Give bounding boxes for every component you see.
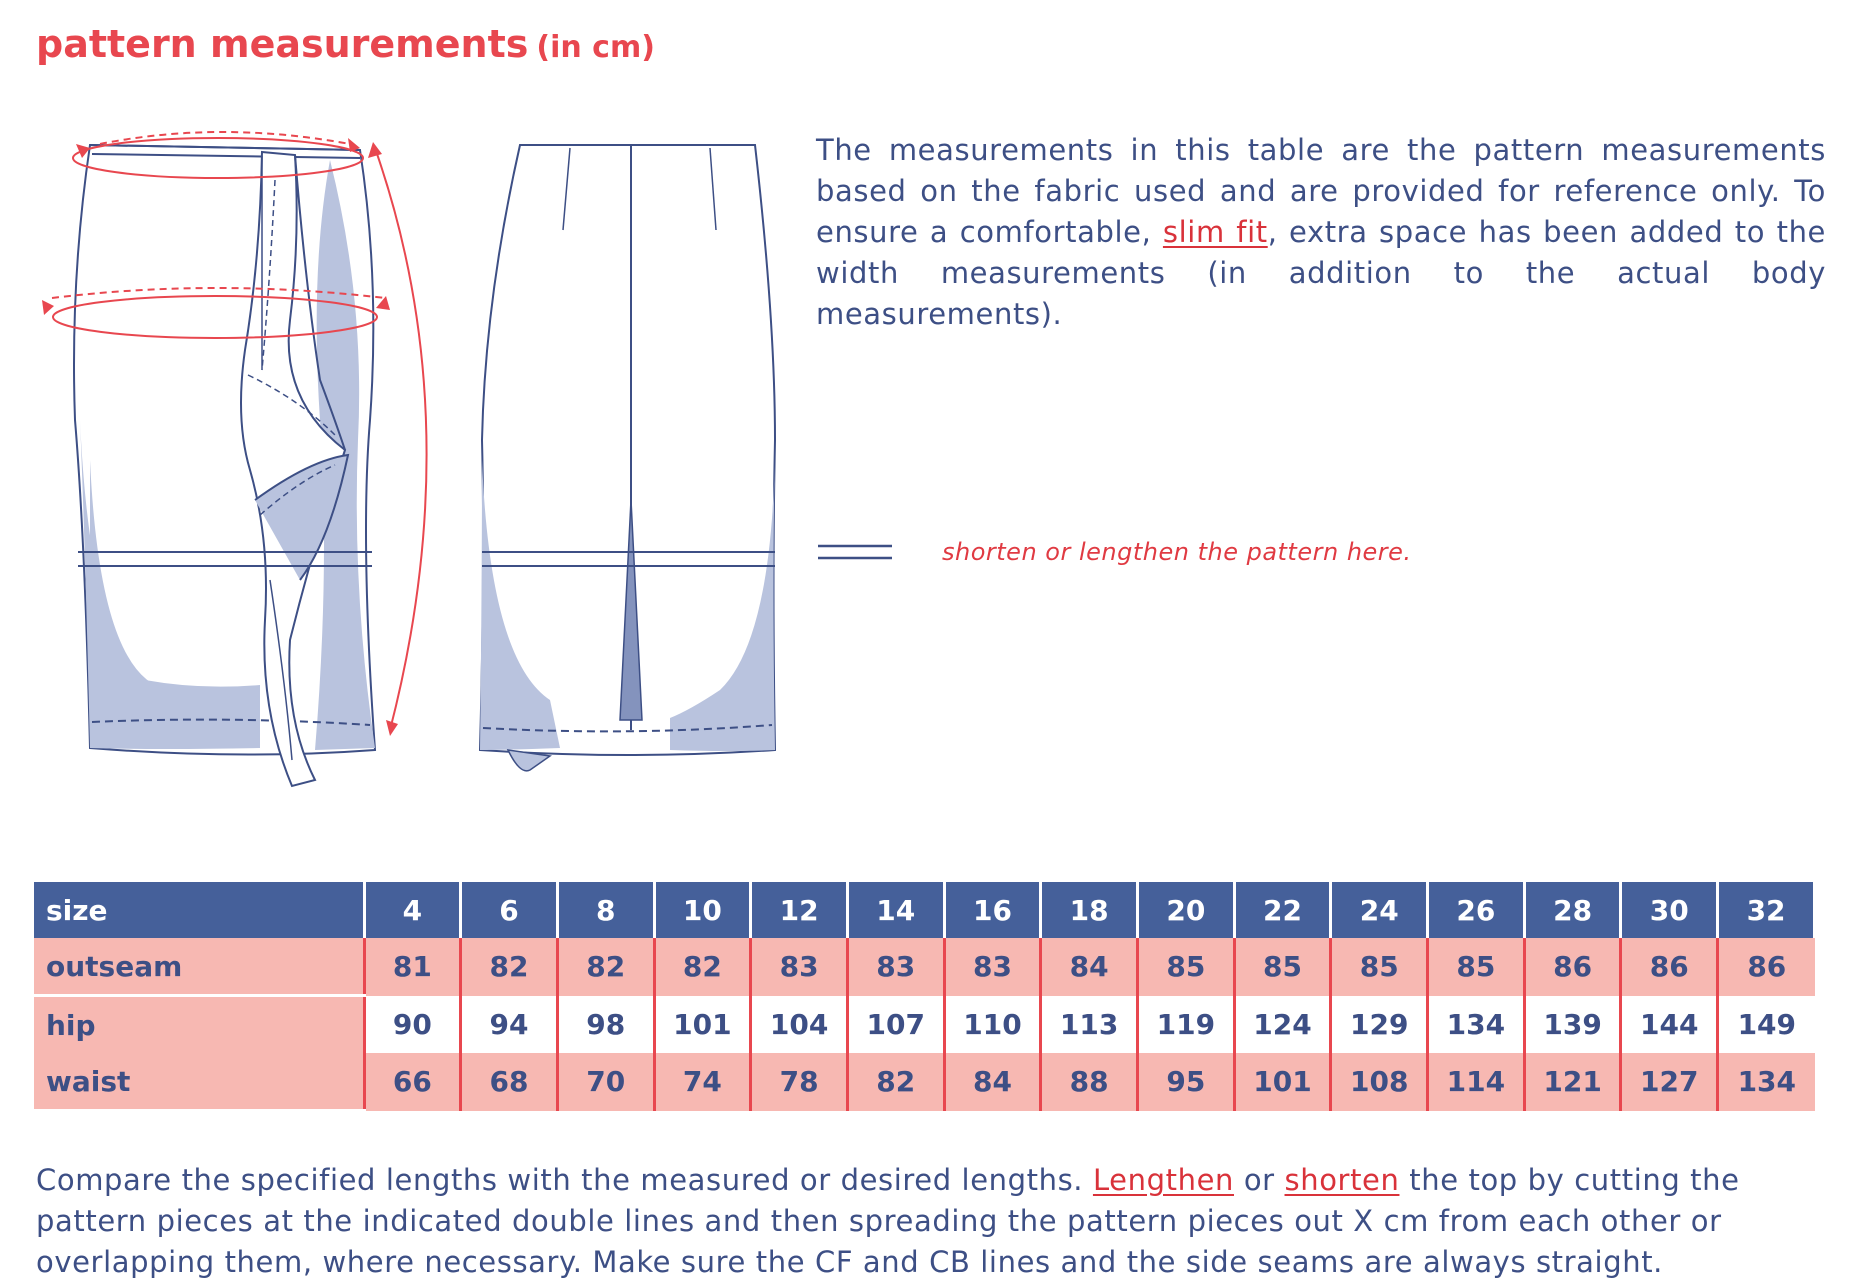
table-cell: 94 — [461, 996, 558, 1054]
table-cell: 88 — [1041, 1053, 1138, 1111]
title-unit: (in cm) — [536, 30, 655, 65]
size-header-cell: 18 — [1041, 882, 1138, 938]
table-cell: 85 — [1234, 938, 1331, 996]
table-cell: 149 — [1718, 996, 1815, 1054]
table-row-outseam — [34, 938, 1815, 996]
table-cell: 83 — [751, 938, 848, 996]
size-header-cell: 10 — [654, 882, 751, 938]
table-cell: 82 — [847, 1053, 944, 1111]
intro-text-1: The measurements in this table are the pattern measurements based on the fabric used and are provided for reference only. To ensure a comfortable, — [816, 133, 1826, 249]
measurement-table — [34, 882, 1816, 1112]
table-cell: 83 — [847, 938, 944, 996]
size-header-cell: 26 — [1428, 882, 1525, 938]
skirt-illustration — [30, 120, 810, 800]
table-cell: 98 — [557, 996, 654, 1054]
footer-text-2: or — [1234, 1163, 1285, 1197]
table-cell: 144 — [1621, 996, 1718, 1054]
table-cell: 86 — [1718, 938, 1815, 996]
table-cell: 81 — [364, 938, 461, 996]
size-header-cell: 4 — [364, 882, 461, 938]
footer-text-1: Compare the specified lengths with the measured or desired lengths. — [36, 1163, 1093, 1197]
table-cell: 129 — [1331, 996, 1428, 1054]
table-cell: 82 — [557, 938, 654, 996]
table-cell: 78 — [751, 1053, 848, 1111]
table-cell: 127 — [1621, 1053, 1718, 1111]
size-header-cell: 24 — [1331, 882, 1428, 938]
size-header-cell: 8 — [557, 882, 654, 938]
table-cell: 66 — [364, 1053, 461, 1111]
table-cell: 82 — [461, 938, 558, 996]
table-cell: 124 — [1234, 996, 1331, 1054]
lengthen-link[interactable]: Lengthen — [1092, 1163, 1234, 1197]
footer-paragraph — [36, 1160, 1816, 1283]
row-label: hip — [34, 996, 364, 1054]
double-line-icon — [818, 543, 892, 563]
header-size-label: size — [34, 882, 364, 938]
table-cell: 139 — [1524, 996, 1621, 1054]
size-header-cell: 30 — [1621, 882, 1718, 938]
intro-text-2: , extra space has been added to the width measurements (in addition to the actual body measurements). — [816, 215, 1826, 331]
table-cell: 134 — [1718, 1053, 1815, 1111]
shorten-link[interactable]: shorten — [1284, 1163, 1400, 1197]
table-header-row — [34, 882, 1815, 938]
size-header-cell: 16 — [944, 882, 1041, 938]
table-cell: 86 — [1621, 938, 1718, 996]
table-row-hip — [34, 996, 1815, 1054]
table-cell: 95 — [1138, 1053, 1235, 1111]
title-main: pattern measurements — [36, 22, 529, 66]
size-header-cell: 6 — [461, 882, 558, 938]
table-cell: 119 — [1138, 996, 1235, 1054]
table-cell: 85 — [1331, 938, 1428, 996]
table-row-waist — [34, 1053, 1815, 1111]
skirt-back-view — [480, 145, 775, 771]
table-cell: 74 — [654, 1053, 751, 1111]
size-header-cell: 12 — [751, 882, 848, 938]
table-cell: 101 — [654, 996, 751, 1054]
table-cell: 83 — [944, 938, 1041, 996]
table-cell: 70 — [557, 1053, 654, 1111]
page-title — [36, 22, 655, 66]
slim-fit-link[interactable]: slim fit — [1162, 215, 1268, 249]
table-cell: 134 — [1428, 996, 1525, 1054]
size-header-cell: 14 — [847, 882, 944, 938]
table-cell: 82 — [654, 938, 751, 996]
table-cell: 107 — [847, 996, 944, 1054]
table-cell: 101 — [1234, 1053, 1331, 1111]
table-cell: 90 — [364, 996, 461, 1054]
table-cell: 84 — [944, 1053, 1041, 1111]
row-label: waist — [34, 1053, 364, 1111]
size-header-cell: 32 — [1718, 882, 1815, 938]
table-cell: 104 — [751, 996, 848, 1054]
table-cell: 108 — [1331, 1053, 1428, 1111]
size-header-cell: 20 — [1138, 882, 1235, 938]
footer-text-3: the top by cutting the pattern pieces at the indicated double lines and then spreading the pattern pieces out X cm from each other or overlapping them, where necessary. Make sure the CF and CB lines and the side seams are always straight. — [36, 1163, 1740, 1279]
table-cell: 68 — [461, 1053, 558, 1111]
table-cell: 86 — [1524, 938, 1621, 996]
table-cell: 85 — [1428, 938, 1525, 996]
table-cell: 85 — [1138, 938, 1235, 996]
intro-paragraph — [816, 130, 1826, 335]
table-cell: 110 — [944, 996, 1041, 1054]
legend-text: shorten or lengthen the pattern here. — [942, 538, 1412, 566]
table-cell: 113 — [1041, 996, 1138, 1054]
row-label: outseam — [34, 938, 364, 996]
table-cell: 84 — [1041, 938, 1138, 996]
table-cell: 121 — [1524, 1053, 1621, 1111]
size-header-cell: 28 — [1524, 882, 1621, 938]
size-header-cell: 22 — [1234, 882, 1331, 938]
table-cell: 114 — [1428, 1053, 1525, 1111]
skirt-front-view — [42, 132, 427, 786]
